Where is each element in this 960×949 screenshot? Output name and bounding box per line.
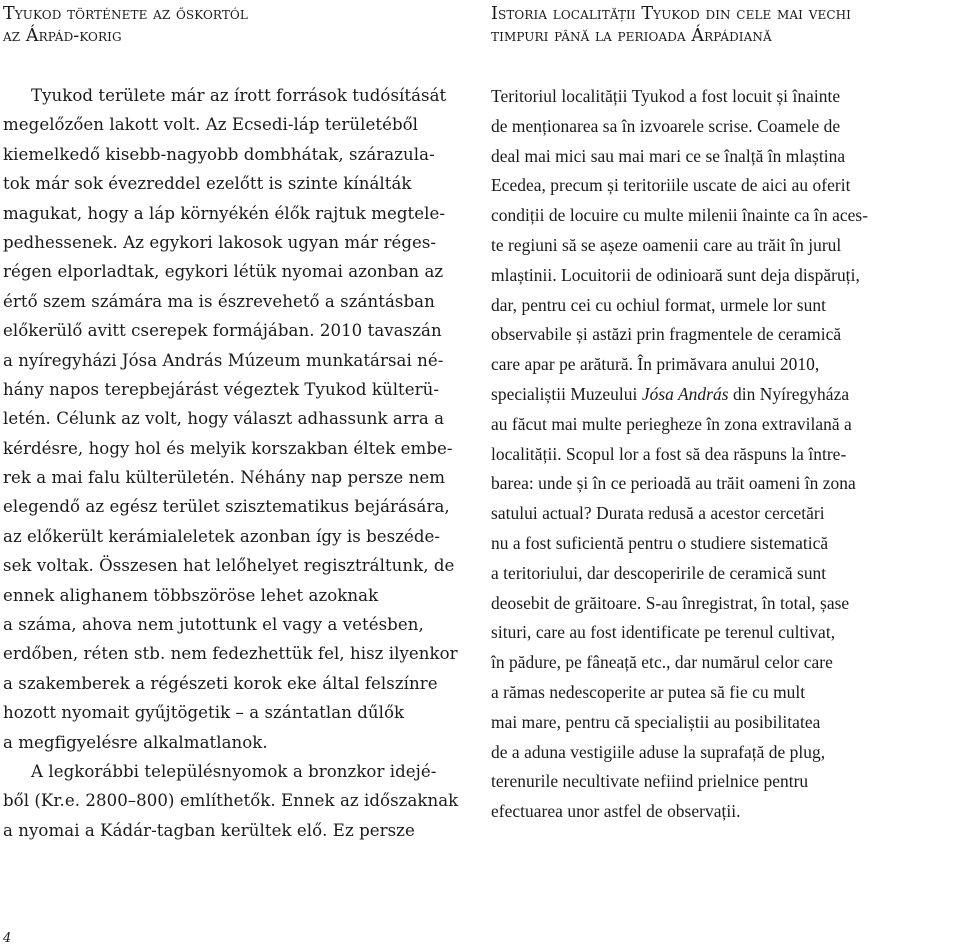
text-line: de menționarea sa în izvoarele scrise. Coamele de — [491, 115, 841, 136]
text-line: situri, care au fost identificate pe terenul cultivat, — [491, 622, 836, 643]
text-line: a nyíregyházi Jósa András Múzeum munkatársai né- — [3, 350, 444, 370]
text-line: terenurile necultivate nefiind prielnice pentru — [491, 771, 809, 792]
text-line: megelőzően lakott volt. Az Ecsedi-láp területéből — [3, 115, 419, 135]
text-line: ennek alighanem többszöröse lehet azoknak — [3, 585, 379, 605]
romanian-heading-line: timpuri până la perioada Árpádiană — [491, 26, 772, 46]
text-line: a rămas nedescoperite ar putea să fie cu mult — [491, 681, 806, 702]
hungarian-body — [3, 81, 458, 845]
text-line: Tyukod területe már az írott források tudósítását — [31, 86, 447, 105]
text-line: sek voltak. Összesen hat lelőhelyet regisztráltunk, de — [3, 556, 455, 576]
hungarian-heading-line: Tyukod története az őskortól — [3, 4, 248, 24]
hungarian-heading — [3, 0, 473, 47]
text-line: hány napos terepbejárást végeztek Tyukod külterü- — [3, 379, 440, 399]
text-line: elegendő az egész terület szisztematikus bejárására, — [3, 497, 450, 517]
text-line: satului actual? Durata redusă a acestor cercetări — [491, 503, 825, 524]
text-line: Ecedea, precum și teritoriile uscate de aici au oferit — [491, 175, 851, 196]
text-line-with-italic: specialiștii Muzeului Jósa András din Nyíregyháza — [491, 383, 850, 404]
text-line: în pădure, pe fâneață etc., dar numărul celor care — [491, 652, 833, 673]
text-line: mlaștinii. Locuitorii de odinioară sunt deja dispăruți, — [491, 264, 860, 285]
text-line: régen elporladtak, egykori létük nyomai azonban az — [3, 262, 444, 282]
text-line: a nyomai a Kádár-tagban kerültek elő. Ez persze — [3, 820, 415, 840]
text-line: a teritoriului, dar descoperirile de ceramică sunt — [491, 562, 827, 583]
text-line: observabile și astăzi prin fragmentele de ceramică — [491, 324, 842, 345]
text-line: ből (Kr.e. 2800–800) említhetők. Ennek az időszaknak — [3, 791, 459, 811]
romanian-body — [491, 82, 868, 827]
text-line: Teritoriul localității Tyukod a fost locuit și înainte — [491, 86, 841, 106]
text-line: condiții de locuire cu multe milenii înainte ca în aces- — [491, 205, 869, 226]
text-line: előkerülő avitt cserepek formájában. 2010 tavaszán — [3, 321, 442, 341]
page-number: 4 — [3, 931, 12, 946]
text-line: magukat, hogy a láp környékén élők rajtuk megtele- — [3, 203, 446, 223]
text-line: pedhessenek. Az egykori lakosok ugyan már réges- — [3, 232, 437, 252]
text-line: tok már sok évezreddel ezelőtt is szinte kínálták — [3, 174, 412, 194]
text-line: az előkerült kerámialeletek azonban így is beszéde- — [3, 526, 441, 546]
text-line: dar, pentru cei cu ochiul format, urmele lor sunt — [491, 294, 826, 315]
text-line: nu a fost suficientă pentru o studiere sistematică — [491, 532, 829, 553]
museum-name: Jósa András — [641, 383, 729, 404]
text-line: au făcut mai multe periegheze în zona extravilană a — [491, 413, 852, 434]
text-line: erdőben, réten stb. nem fedezhettük fel, hisz ilyenkor — [3, 644, 458, 664]
text-line: mai mare, pentru că specialiștii au posibilitatea — [491, 711, 821, 732]
text-line: de a aduna vestigiile aduse la suprafață de plug, — [491, 741, 826, 762]
text-line: hozott nyomait gyűjtögetik – a szántatlan dűlők — [3, 703, 405, 723]
romanian-column — [491, 0, 953, 822]
text-line: A legkorábbi településnyomok a bronzkor idejé- — [31, 761, 437, 781]
romanian-heading — [491, 0, 953, 47]
text-line: letén. Célunk az volt, hogy választ adhassunk arra a — [3, 409, 445, 429]
text-line: localității. Scopul lor a fost să dea răspuns la între- — [491, 443, 847, 464]
text-line: efectuarea unor astfel de observații. — [491, 801, 741, 822]
text-line: kiemelkedő kisebb-nagyobb dombhátak, szárazula- — [3, 144, 435, 164]
text-line: a száma, ahova nem jutottunk el vagy a vetésben, — [3, 615, 424, 635]
hungarian-column — [3, 0, 473, 840]
text-line: a megfigyelésre alkalmatlanok. — [3, 732, 268, 752]
text-line: értő szem számára ma is észrevehető a szántásban — [3, 291, 435, 311]
text-line: care apar pe arătură. În primăvara anului 2010, — [491, 354, 820, 375]
text-line: rek a mai falu külterületén. Néhány nap persze nem — [3, 468, 445, 488]
text-line: deal mai mici sau mai mari ce se înalță în mlaștina — [491, 145, 846, 166]
text-line: barea: unde și în ce perioadă au trăit oameni în zona — [491, 473, 856, 494]
hungarian-heading-line: az Árpád-korig — [3, 26, 122, 46]
text-line: te regiuni să se așeze oamenii care au trăit în jurul — [491, 234, 842, 255]
text-line: a szakemberek a régészeti korok eke által felszínre — [3, 673, 438, 693]
text-line: deosebit de grăitoare. S-au înregistrat, în total, șase — [491, 592, 850, 613]
romanian-heading-line: Istoria localității Tyukod din cele mai vechi — [491, 4, 852, 24]
text-line: kérdésre, hogy hol és melyik korszakban éltek embe- — [3, 438, 453, 458]
